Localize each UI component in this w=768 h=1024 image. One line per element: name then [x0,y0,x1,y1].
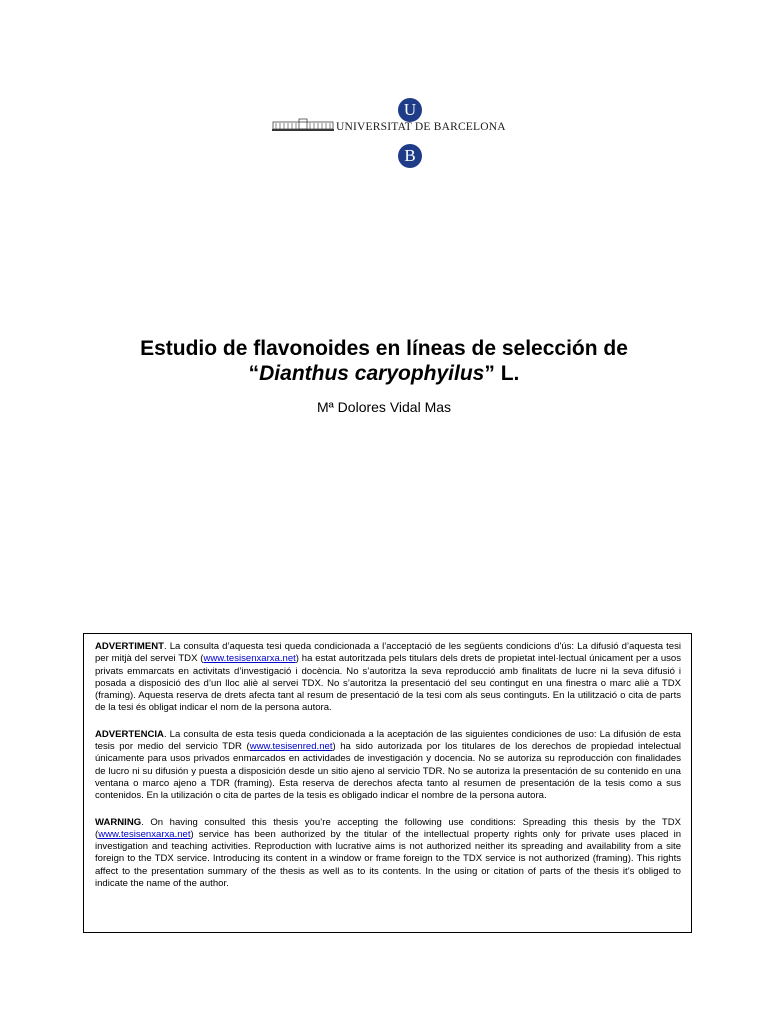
thesis-title [0,336,768,386]
institution-name: UNIVERSITAT DE BARCELONA [336,121,506,133]
notice-spanish [95,729,681,803]
notice-text: ) ha estat autoritzada pels titulars dels drets de propietat intel·lectual únicament per a usos privats emmarcats en activitats d’investigació i docència. No s’autoritza la seva reproducció amb finalitats de lucre ni la seva difusió i posada a disposició des d’un lloc aliè al servei TDX. No s’autoritza la presentació del seu contingut en una finestra o marc aliè a TDX (framing). Aquesta reserva de drets afecta tant al resum de presentació de la tesi com als seus continguts. En la utilització o cita de parts de la tesi és obligat indicar el nom de la persona autora. [95,653,681,714]
notice-text: ) ha sido autorizada por los titulares de los derechos de propiedad intelectual únicamente para usos privados enmarcados en actividades de investigación y docencia. No se autoriza su reproducción con finalidades de lucro ni su difusión y puesta a disposición desde un sitio ajeno al servicio TDR. No se autoriza la presentación de su contenido en una ventana o marco ajeno a TDR (framing). Esta reserva de derechos afecta tanto al resumen de presentación de la tesis como a sus contenidos. En la utilización o cita de partes de la tesis es obligado indicar el nombre de la persona autora. [95,741,682,802]
notice-lead: ADVERTIMENT [95,641,164,652]
university-logo [256,88,510,180]
notice-english [95,817,681,891]
notice-text: . La consulta d’aquesta tesi queda condicionada a l’acceptació de les següents condicions d'ús: La difusió d’aquesta tesi per mitjà del servei TDX ( [95,641,681,665]
notice-text: ) service has been authorized by the titular of the intellectual property rights only for private uses placed in investigation and teaching activities. Reproduction with lucrative aims is not authorized neither its spreading and availability from a site foreign to the TDX service. Introducing its content in a window or frame foreign to the TDX service is not authorized (framing). This rights affect to the presentation summary of the thesis as well as to its contents. In the using or citation of parts of the thesis it’s obliged to indicate the name of the author. [95,828,681,890]
species-name: Dianthus caryophyilus [259,362,485,385]
notice-text: . La consulta de esta tesis queda condicionada a la aceptación de las siguientes condiciones de uso: La difusión de esta tesis por medio del servicio TDR ( [95,728,681,753]
notice-text: . On having consulted this thesis you’re accepting the following use conditions: Spreading this thesis by the TDX ( [95,816,681,840]
tdx-link[interactable]: www.tesisenxarxa.net [98,828,191,840]
title-quote-close: ” L. [484,362,520,385]
title-line-2 [0,361,768,386]
title-line-1: Estudio de flavonoides en líneas de selección de [140,337,628,360]
tdr-link[interactable]: www.tesisenred.net [249,741,333,753]
tdx-link[interactable]: www.tesisenxarxa.net [203,653,296,665]
building-icon [272,118,334,132]
usage-notice-box [83,633,692,933]
title-quote-open: “ [248,362,260,385]
notice-lead: ADVERTENCIA [95,728,164,740]
notice-catalan [95,641,681,715]
logo-letter-b: B [398,144,422,168]
notice-lead: WARNING [95,816,142,828]
logo-letter-u: U [398,98,422,122]
author-name: Mª Dolores Vidal Mas [316,399,452,415]
